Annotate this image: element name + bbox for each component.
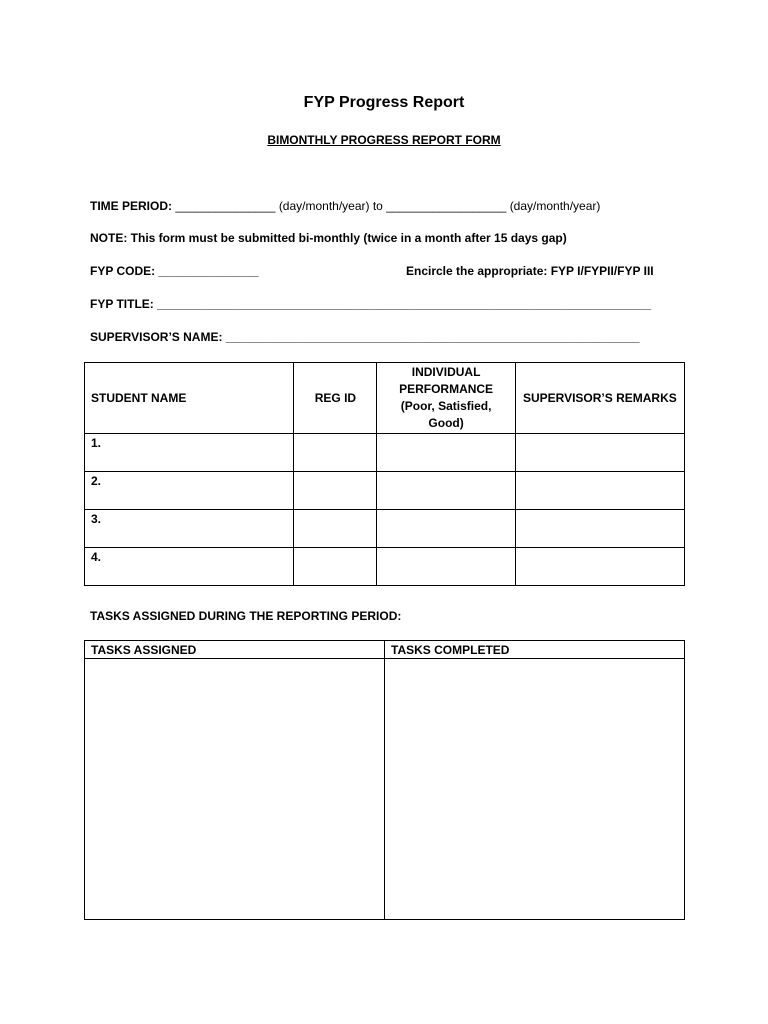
header-student-name: STUDENT NAME xyxy=(85,363,294,434)
performance-cell[interactable] xyxy=(377,548,515,586)
time-period-label: TIME PERIOD: xyxy=(90,199,173,213)
table-row xyxy=(85,510,685,548)
subtitle-text: BIMONTHLY PROGRESS REPORT FORM xyxy=(267,133,501,147)
remarks-cell[interactable] xyxy=(515,434,684,472)
reg-id-cell[interactable] xyxy=(294,472,377,510)
table-row xyxy=(85,472,685,510)
reg-id-cell[interactable] xyxy=(294,510,377,548)
reg-id-cell[interactable] xyxy=(294,434,377,472)
time-period-end-hint: (day/month/year) xyxy=(509,199,601,213)
fyp-code-blank[interactable]: _______________ xyxy=(158,264,259,278)
student-table-header xyxy=(85,363,685,434)
performance-cell[interactable] xyxy=(377,434,515,472)
table-row xyxy=(85,548,685,586)
header-tasks-assigned: TASKS ASSIGNED xyxy=(85,641,385,659)
tasks-heading: TASKS ASSIGNED DURING THE REPORTING PERIOD: xyxy=(90,609,402,623)
tasks-table-header xyxy=(85,641,685,659)
time-period-line xyxy=(90,199,600,213)
supervisor-name-blank[interactable]: ______________________________________________________________ xyxy=(225,330,640,344)
time-period-start-hint: (day/month/year) to xyxy=(278,199,383,213)
fyp-title-blank[interactable]: __________________________________________________________________________ xyxy=(157,297,651,311)
performance-cell[interactable] xyxy=(377,472,515,510)
remarks-cell[interactable] xyxy=(515,548,684,586)
remarks-cell[interactable] xyxy=(515,510,684,548)
time-period-end-blank[interactable]: __________________ xyxy=(386,199,507,213)
header-performance: INDIVIDUAL PERFORMANCE (Poor, Satisfied, Good) xyxy=(377,363,515,434)
header-remarks: SUPERVISOR’S REMARKS xyxy=(515,363,684,434)
student-name-cell[interactable]: 3. xyxy=(85,510,294,548)
student-name-cell[interactable]: 1. xyxy=(85,434,294,472)
fyp-code-line xyxy=(90,264,259,278)
supervisor-name-line xyxy=(90,330,640,344)
student-name-cell[interactable]: 4. xyxy=(85,548,294,586)
performance-cell[interactable] xyxy=(377,510,515,548)
student-name-cell[interactable]: 2. xyxy=(85,472,294,510)
submission-note: NOTE: This form must be submitted bi-monthly (twice in a month after 15 days gap) xyxy=(90,231,567,245)
reg-id-cell[interactable] xyxy=(294,548,377,586)
student-table xyxy=(84,362,685,586)
supervisor-name-label: SUPERVISOR’S NAME: xyxy=(90,330,223,344)
encircle-instruction: Encircle the appropriate: FYP I/FYPII/FYP III xyxy=(406,264,654,278)
document-title: FYP Progress Report xyxy=(303,94,465,111)
tasks-table-body xyxy=(85,659,685,920)
fyp-code-label: FYP CODE: xyxy=(90,264,156,278)
fyp-title-line xyxy=(90,297,651,311)
tasks-assigned-cell[interactable] xyxy=(85,659,385,920)
table-row xyxy=(85,434,685,472)
tasks-completed-cell[interactable] xyxy=(385,659,685,920)
document-subtitle xyxy=(0,133,768,147)
header-reg-id: REG ID xyxy=(294,363,377,434)
tasks-table xyxy=(84,640,685,920)
remarks-cell[interactable] xyxy=(515,472,684,510)
header-tasks-completed: TASKS COMPLETED xyxy=(385,641,685,659)
fyp-title-label: FYP TITLE: xyxy=(90,297,154,311)
time-period-start-blank[interactable]: _______________ xyxy=(175,199,276,213)
